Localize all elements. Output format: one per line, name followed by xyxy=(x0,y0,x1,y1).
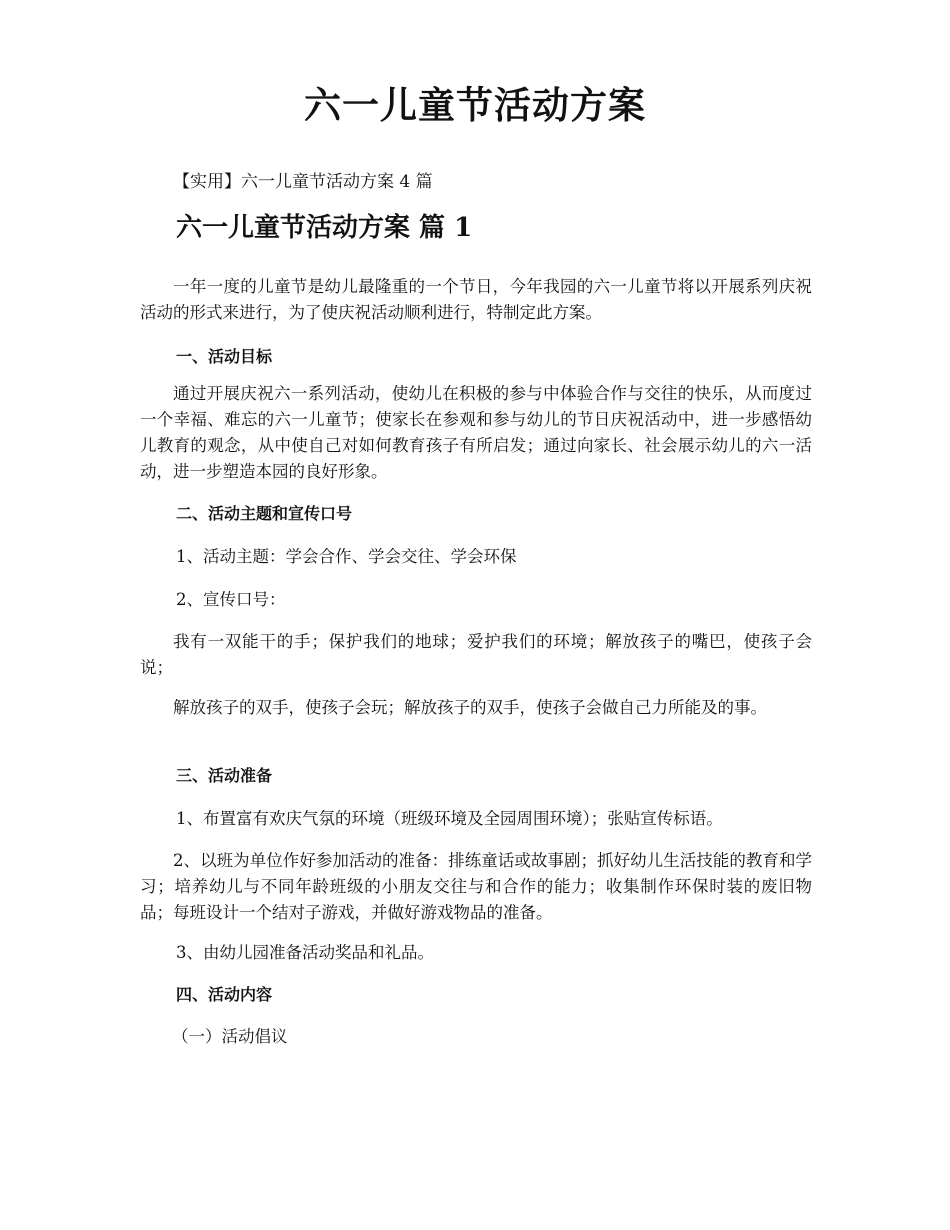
goal-paragraph: 通过开展庆祝六一系列活动，使幼儿在积极的参与中体验合作与交往的快乐，从而度过一个幸福、难忘的六一儿童节；使家长在参观和参与幼儿的节日庆祝活动中，进一步感悟幼儿教育的观念，从中使自己对如何教育孩子有所启发；通过向家长、社会展示幼儿的六一活动，进一步塑造本园的良好形象。 xyxy=(140,384,812,481)
theme-item-1: 1、活动主题：学会合作、学会交往、学会环保 xyxy=(176,547,517,566)
slogan-paragraph-2: 解放孩子的双手，使孩子会玩；解放孩子的双手，使孩子会做自己力所能及的事。 xyxy=(173,698,767,717)
goal-heading: 一、活动目标 xyxy=(176,347,273,366)
slogan-paragraph-1: 我有一双能干的手；保护我们的地球；爱护我们的环境；解放孩子的嘴巴，使孩子会说； xyxy=(140,632,812,677)
theme-item-2: 2、宣传口号： xyxy=(176,590,286,609)
content-item-1: （一）活动倡议 xyxy=(172,1027,288,1046)
section-heading: 六一儿童节活动方案 篇 1 xyxy=(176,213,473,243)
content-heading: 四、活动内容 xyxy=(176,985,273,1004)
document-subtitle: 【实用】六一儿童节活动方案 4 篇 xyxy=(173,172,433,192)
prep-item-2: 2、以班为单位作好参加活动的准备：排练童话或故事剧；抓好幼儿生活技能的教育和学习；培养幼儿与不同年龄班级的小朋友交往与和合作的能力；收集制作环保时装的废旧物品；每班设计一个结对子游戏，并做好游戏物品的准备。 xyxy=(140,851,812,922)
prep-item-1: 1、布置富有欢庆气氛的环境（班级环境及全园周围环境）；张贴宣传标语。 xyxy=(176,809,723,828)
theme-heading: 二、活动主题和宣传口号 xyxy=(176,504,353,523)
prep-heading: 三、活动准备 xyxy=(176,766,273,785)
prep-item-3: 3、由幼儿园准备活动奖品和礼品。 xyxy=(176,943,434,962)
intro-paragraph: 一年一度的儿童节是幼儿最隆重的一个节日，今年我园的六一儿童节将以开展系列庆祝活动的形式来进行，为了使庆祝活动顺利进行，特制定此方案。 xyxy=(140,277,812,322)
document-title: 六一儿童节活动方案 xyxy=(304,83,646,127)
